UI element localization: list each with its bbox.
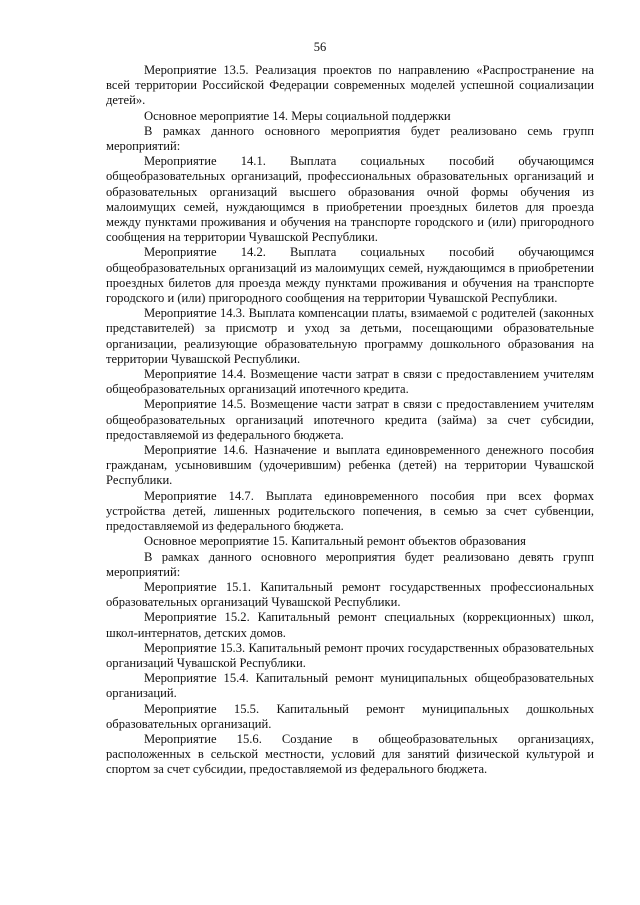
paragraph-15-6: Мероприятие 15.6. Создание в общеобразовательных организациях, расположенных в сельской местности, условий для занятий физической культурой и спортом за счет субсидии, предоставляемой из федерального бюджета. xyxy=(106,731,594,777)
paragraph-14-6: Мероприятие 14.6. Назначение и выплата единовременного денежного пособия гражданам, усыновившим (удочерившим) ребенка (детей) на территории Чувашской Республики. xyxy=(106,443,594,488)
paragraph-15-2: Мероприятие 15.2. Капитальный ремонт специальных (коррекционных) школ, школ-интернатов, детских домов. xyxy=(106,610,594,640)
paragraph-15-3: Мероприятие 15.3. Капитальный ремонт прочих государственных образовательных организаций Чувашской Республики. xyxy=(106,640,594,670)
paragraph-15-5: Мероприятие 15.5. Капитальный ремонт муниципальных дошкольных образовательных организаций. xyxy=(106,701,594,731)
paragraph-14-1: Мероприятие 14.1. Выплата социальных пособий обучающимся общеобразовательных организаций, профессиональных образовательных организаций и образовательных организаций высшего образования очной формы обучения из малоимущих семей, нуждающимся в приобретении проездных билетов для проезда между пунктами проживания и обучения на транспорте городского и (или) пригородного сообщения на территории Чувашской Республики. xyxy=(106,154,594,245)
paragraph-intro-14: В рамках данного основного мероприятия будет реализовано семь групп мероприятий: xyxy=(106,123,594,154)
page-number: 56 xyxy=(313,40,327,54)
paragraph-15-1: Мероприятие 15.1. Капитальный ремонт государственных профессиональных образовательных организаций Чувашской Республики. xyxy=(106,579,594,610)
paragraph-15-4: Мероприятие 15.4. Капитальный ремонт муниципальных общеобразовательных организаций. xyxy=(106,671,594,701)
paragraph-14-5: Мероприятие 14.5. Возмещение части затрат в связи с предоставлением учителям общеобразовательных организаций ипотечного кредита (займа) за счет субсидии, предоставляемой из федерального бюджета. xyxy=(106,397,594,442)
paragraph-13-5: Мероприятие 13.5. Реализация проектов по направлению «Распространение на всей территории Российской Федерации современных моделей успешной социализации детей». xyxy=(106,63,594,108)
paragraph-14-3: Мероприятие 14.3. Выплата компенсации платы, взимаемой с родителей (законных представителей) за присмотр и уход за детьми, посещающими образовательные организации, реализующие образовательную программу дошкольного образования на территории Чувашской Республики. xyxy=(106,306,594,366)
document-body xyxy=(106,63,594,778)
heading-main-activity-14: Основное мероприятие 14. Меры социальной поддержки xyxy=(144,108,451,123)
paragraph-intro-15: В рамках данного основного мероприятия будет реализовано девять групп мероприятий: xyxy=(106,549,594,579)
paragraph-14-4: Мероприятие 14.4. Возмещение части затрат в связи с предоставлением учителям общеобразовательных организаций ипотечного кредита. xyxy=(106,367,594,397)
paragraph-14-7: Мероприятие 14.7. Выплата единовременного пособия при всех формах устройства детей, лишенных родительского попечения, в семью за счет субвенции, предоставляемой из федерального бюджета. xyxy=(106,488,594,534)
paragraph-14-2: Мероприятие 14.2. Выплата социальных пособий обучающимся общеобразовательных организаций из малоимущих семей, нуждающимся в приобретении проездных билетов для проезда между пунктами проживания и обучения на транспорте городского и (или) пригородного сообщения на территории Чувашской Республики. xyxy=(106,245,594,306)
heading-main-activity-15: Основное мероприятие 15. Капитальный ремонт объектов образования xyxy=(144,534,526,549)
